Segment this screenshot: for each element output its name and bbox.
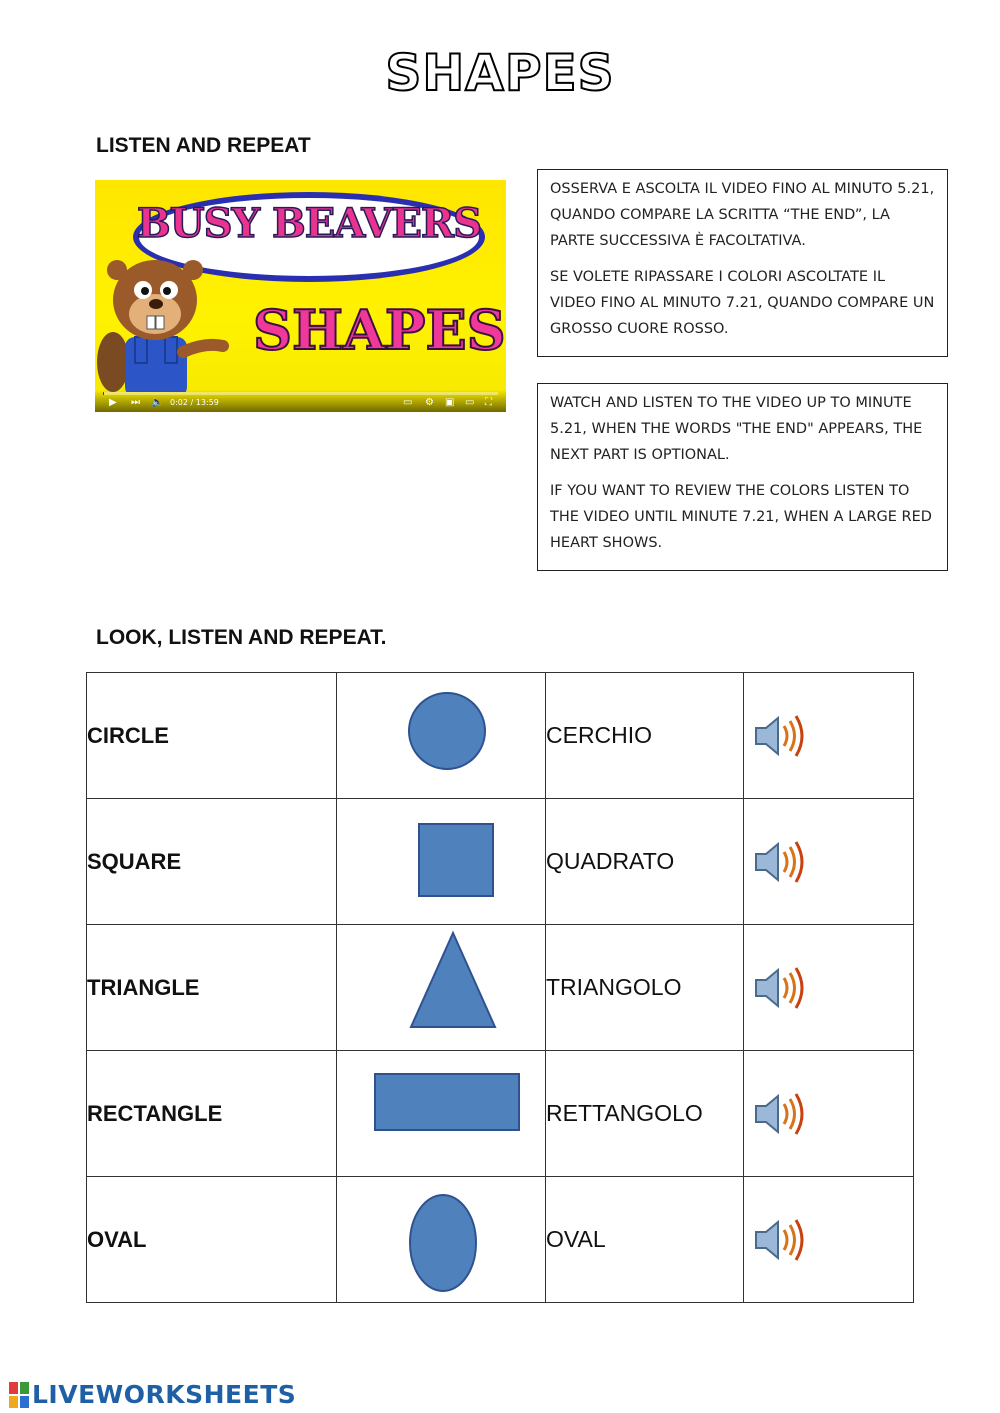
shape-cell xyxy=(337,1177,546,1303)
oval-shape-icon xyxy=(337,1177,545,1302)
audio-cell xyxy=(744,1177,914,1303)
info-it-paragraph-2: SE VOLETE RIPASSARE I COLORI ASCOLTATE IL VIDEO FINO AL MINUTO 7.21, QUANDO COMPARE UN GROSSO CUORE ROSSO. xyxy=(550,269,935,337)
video-player[interactable] xyxy=(95,180,506,412)
miniplayer-icon[interactable]: ▣ xyxy=(445,397,455,408)
captions-icon[interactable]: ▭ xyxy=(403,397,413,408)
audio-cell xyxy=(744,1051,914,1177)
english-word: SQUARE xyxy=(87,799,337,925)
speaker-icon[interactable] xyxy=(752,838,808,886)
english-word: CIRCLE xyxy=(87,673,337,799)
info-box-english xyxy=(537,383,948,571)
beaver-mascot-icon xyxy=(95,242,230,392)
circle-shape-icon xyxy=(337,673,545,798)
info-box-italian xyxy=(537,169,948,357)
next-icon[interactable]: ⏭ xyxy=(131,397,140,408)
rectangle-shape-icon xyxy=(337,1051,545,1176)
triangle-shape-icon xyxy=(337,925,545,1050)
table-row xyxy=(87,1177,914,1303)
video-controls xyxy=(95,390,506,412)
video-time: 0:02 / 13:59 xyxy=(170,398,219,407)
volume-icon[interactable]: 🔈 xyxy=(151,397,164,408)
english-word: TRIANGLE xyxy=(87,925,337,1051)
shape-cell xyxy=(337,673,546,799)
section-heading-look: LOOK, LISTEN AND REPEAT. xyxy=(96,626,387,649)
info-en-paragraph-2: IF YOU WANT TO REVIEW THE COLORS LISTEN TO THE VIDEO UNTIL MINUTE 7.21, WHEN A LARGE RED HEART SHOWS. xyxy=(550,483,932,551)
video-logo-text: BUSY BEAVERS xyxy=(136,200,482,247)
english-word: OVAL xyxy=(87,1177,337,1303)
italian-word: TRIANGOLO xyxy=(546,925,744,1051)
video-progress-fill xyxy=(103,392,104,395)
video-shapes-text: SHAPES xyxy=(253,298,506,362)
info-en-paragraph-1: WATCH AND LISTEN TO THE VIDEO UP TO MINUTE 5.21, WHEN THE WORDS "THE END" APPEARS, THE NEXT PART IS OPTIONAL. xyxy=(550,395,923,463)
settings-icon[interactable]: ⚙ xyxy=(425,397,434,408)
speaker-icon[interactable] xyxy=(752,964,808,1012)
audio-cell xyxy=(744,673,914,799)
table-row xyxy=(87,799,914,925)
info-it-paragraph-1: OSSERVA E ASCOLTA IL VIDEO FINO AL MINUTO 5.21, QUANDO COMPARE LA SCRITTA “THE END”, LA PARTE SUCCESSIVA È FACOLTATIVA. xyxy=(550,181,935,249)
page-title: SHAPES xyxy=(385,44,615,102)
english-word: RECTANGLE xyxy=(87,1051,337,1177)
video-progress[interactable] xyxy=(103,392,498,395)
italian-word: CERCHIO xyxy=(546,673,744,799)
table-row xyxy=(87,925,914,1051)
shape-cell xyxy=(337,925,546,1051)
shape-cell xyxy=(337,1051,546,1177)
speaker-icon[interactable] xyxy=(752,1090,808,1138)
table-row xyxy=(87,673,914,799)
speaker-icon[interactable] xyxy=(752,712,808,760)
fullscreen-icon[interactable]: ⛶ xyxy=(485,397,492,408)
table-row xyxy=(87,1051,914,1177)
audio-cell xyxy=(744,925,914,1051)
italian-word: RETTANGOLO xyxy=(546,1051,744,1177)
italian-word: QUADRATO xyxy=(546,799,744,925)
italian-word: OVAL xyxy=(546,1177,744,1303)
theater-icon[interactable]: ▭ xyxy=(465,397,475,408)
speaker-icon[interactable] xyxy=(752,1216,808,1264)
play-icon[interactable]: ▶ xyxy=(109,397,117,408)
footer-brand[interactable]: LIVEWORKSHEETS xyxy=(32,1380,297,1409)
square-shape-icon xyxy=(337,799,545,924)
shapes-table xyxy=(86,672,914,1303)
shape-cell xyxy=(337,799,546,925)
section-heading-listen: LISTEN AND REPEAT xyxy=(96,134,311,157)
audio-cell xyxy=(744,799,914,925)
liveworksheets-logo-icon xyxy=(8,1380,30,1410)
